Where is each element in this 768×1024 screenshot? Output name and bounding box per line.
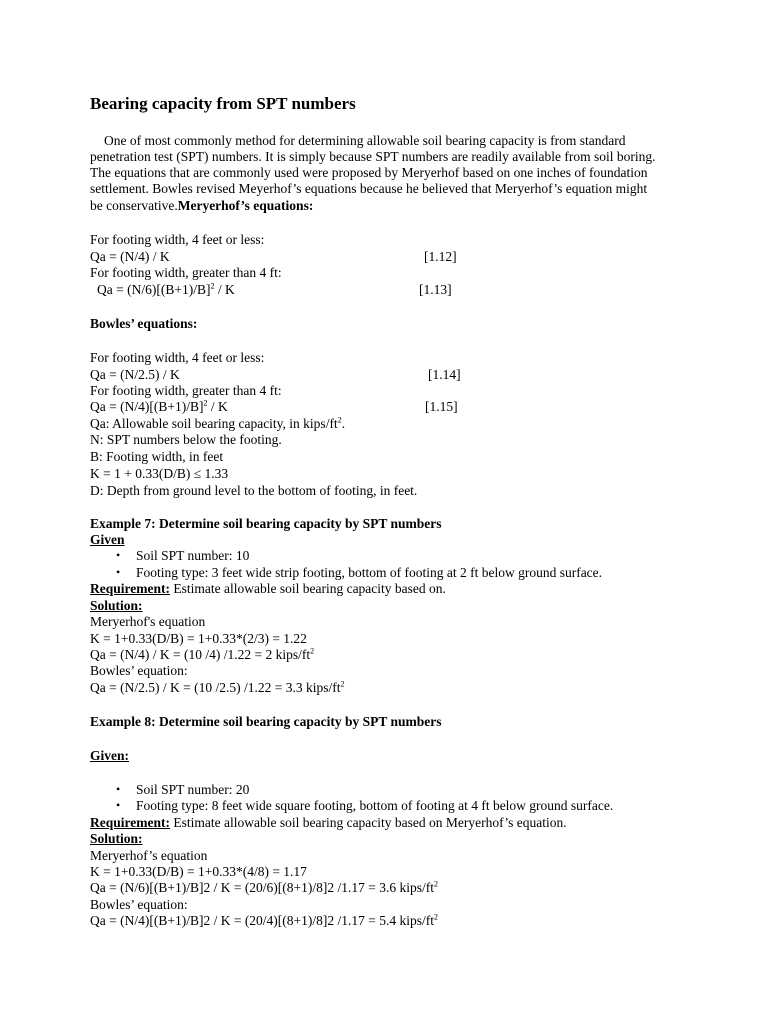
bowles-large-equation: [90, 398, 228, 415]
example-8-qa-bowles: [90, 912, 438, 929]
bullet-icon: •: [116, 565, 121, 579]
example-8-bowles-label: Bowles’ equation:: [90, 897, 188, 912]
example-7-qa-meyerhof: [90, 646, 314, 663]
definition-qa: [90, 415, 345, 432]
example-8-qa-meyerhof-exponent: 2: [434, 879, 439, 889]
meyerhof-large-eq-main: Qa = (N/6)[(B+1)/B]: [97, 282, 211, 297]
intro-line-4: settlement. Bowles revised Meyerhof’s equations because he believed that Meryerhof’s equation might: [90, 181, 648, 196]
example-7-qa-meyerhof-exponent: 2: [310, 646, 315, 656]
equation-ref-1-15: [1.15]: [425, 399, 458, 414]
example-7-requirement-text: Estimate allowable soil bearing capacity based on.: [170, 581, 446, 596]
example-8-solution: Solution:: [90, 831, 143, 846]
example-7-qa-bowles-exponent: 2: [340, 679, 345, 689]
definition-qa-exponent: 2: [337, 415, 342, 425]
meyerhof-small-equation: Qa = (N/4) / K: [90, 249, 170, 264]
example-7-k-calc: K = 1+0.33(D/B) = 1+0.33*(2/3) = 1.22: [90, 631, 307, 646]
definition-k: K = 1 + 0.33(D/B) ≤ 1.33: [90, 466, 229, 481]
example-8-meyerhof-label: Meryerhof’s equation: [90, 848, 208, 863]
example-8-bullet-2: Footing type: 8 feet wide square footing, bottom of footing at 4 ft below ground surface.: [136, 798, 614, 813]
example-7-bowles-label: Bowles’ equation:: [90, 663, 188, 678]
definition-qa-period: .: [341, 416, 346, 431]
example-7-meyerhof-label: Meryerhof's equation: [90, 614, 206, 629]
example-7-requirement-label: Requirement:: [90, 581, 170, 596]
example-8-qa-meyerhof-text: Qa = (N/6)[(B+1)/B]2 / K = (20/6)[(8+1)/8]2 /1.17 = 3.6 kips/ft: [90, 880, 435, 895]
equation-ref-1-14: [1.14]: [428, 367, 461, 382]
example-7-requirement: [90, 580, 446, 597]
example-8-heading: Example 8: Determine soil bearing capacity by SPT numbers: [90, 714, 442, 729]
example-8-requirement-text: Estimate allowable soil bearing capacity based on Meryerhof’s equation.: [170, 815, 567, 830]
bullet-icon: •: [116, 548, 121, 562]
example-7-qa-bowles-text: Qa = (N/2.5) / K = (10 /2.5) /1.22 = 3.3 kips/ft: [90, 680, 341, 695]
bowles-large-eq-exponent: 2: [203, 398, 208, 408]
bullet-icon: •: [116, 782, 121, 796]
example-7-qa-meyerhof-text: Qa = (N/4) / K = (10 /4) /1.22 = 2 kips/ft: [90, 647, 311, 662]
bullet-icon: •: [116, 798, 121, 812]
definition-b: B: Footing width, in feet: [90, 449, 224, 464]
bowles-large-eq-main: Qa = (N/4)[(B+1)/B]: [90, 399, 204, 414]
intro-line-5-text: be conservative.: [90, 198, 178, 213]
equation-ref-1-13: [1.13]: [419, 282, 452, 297]
bowles-large-label: For footing width, greater than 4 ft:: [90, 383, 282, 398]
definition-d: D: Depth from ground level to the bottom of footing, in feet.: [90, 483, 418, 498]
example-7-qa-bowles: [90, 679, 344, 696]
meyerhof-large-eq-exponent: 2: [210, 281, 215, 291]
intro-line-3: The equations that are commonly used were proposed by Meryerhof based on one inches of foundation: [90, 165, 648, 180]
example-8-bullet-1: Soil SPT number: 20: [136, 782, 250, 797]
intro-line-2: penetration test (SPT) numbers. It is simply because SPT numbers are readily available from soil boring.: [90, 149, 656, 164]
meyerhof-heading: Meryerhof’s equations:: [177, 198, 314, 213]
example-8-k-calc: K = 1+0.33(D/B) = 1+0.33*(4/8) = 1.17: [90, 864, 307, 879]
example-8-qa-bowles-text: Qa = (N/4)[(B+1)/B]2 / K = (20/4)[(8+1)/8]2 /1.17 = 5.4 kips/ft: [90, 913, 435, 928]
example-8-given: Given:: [90, 748, 129, 763]
meyerhof-large-eq-tail: / K: [214, 282, 235, 297]
bowles-large-eq-tail: / K: [207, 399, 228, 414]
example-7-given: Given: [90, 532, 125, 547]
intro-line-5: [90, 197, 313, 214]
definition-qa-text: Qa: Allowable soil bearing capacity, in kips/ft: [90, 416, 338, 431]
bowles-small-label: For footing width, 4 feet or less:: [90, 350, 265, 365]
example-7-solution: Solution:: [90, 598, 143, 613]
example-8-requirement: [90, 814, 567, 831]
meyerhof-small-label: For footing width, 4 feet or less:: [90, 232, 265, 247]
intro-line-1: One of most commonly method for determining allowable soil bearing capacity is from standard: [104, 133, 626, 148]
example-7-bullet-2: Footing type: 3 feet wide strip footing, bottom of footing at 2 ft below ground surface.: [136, 565, 603, 580]
example-8-qa-meyerhof: [90, 879, 438, 896]
meyerhof-large-equation: [97, 281, 235, 298]
example-7-bullet-1: Soil SPT number: 10: [136, 548, 250, 563]
example-8-requirement-label: Requirement:: [90, 815, 170, 830]
meyerhof-large-label: For footing width, greater than 4 ft:: [90, 265, 282, 280]
equation-ref-1-12: [1.12]: [424, 249, 457, 264]
example-8-qa-bowles-exponent: 2: [434, 912, 439, 922]
definition-n: N: SPT numbers below the footing.: [90, 432, 282, 447]
bowles-heading: Bowles’ equations:: [90, 316, 198, 331]
page-title: Bearing capacity from SPT numbers: [90, 94, 356, 113]
bowles-small-equation: Qa = (N/2.5) / K: [90, 367, 180, 382]
example-7-heading: Example 7: Determine soil bearing capacity by SPT numbers: [90, 516, 442, 531]
